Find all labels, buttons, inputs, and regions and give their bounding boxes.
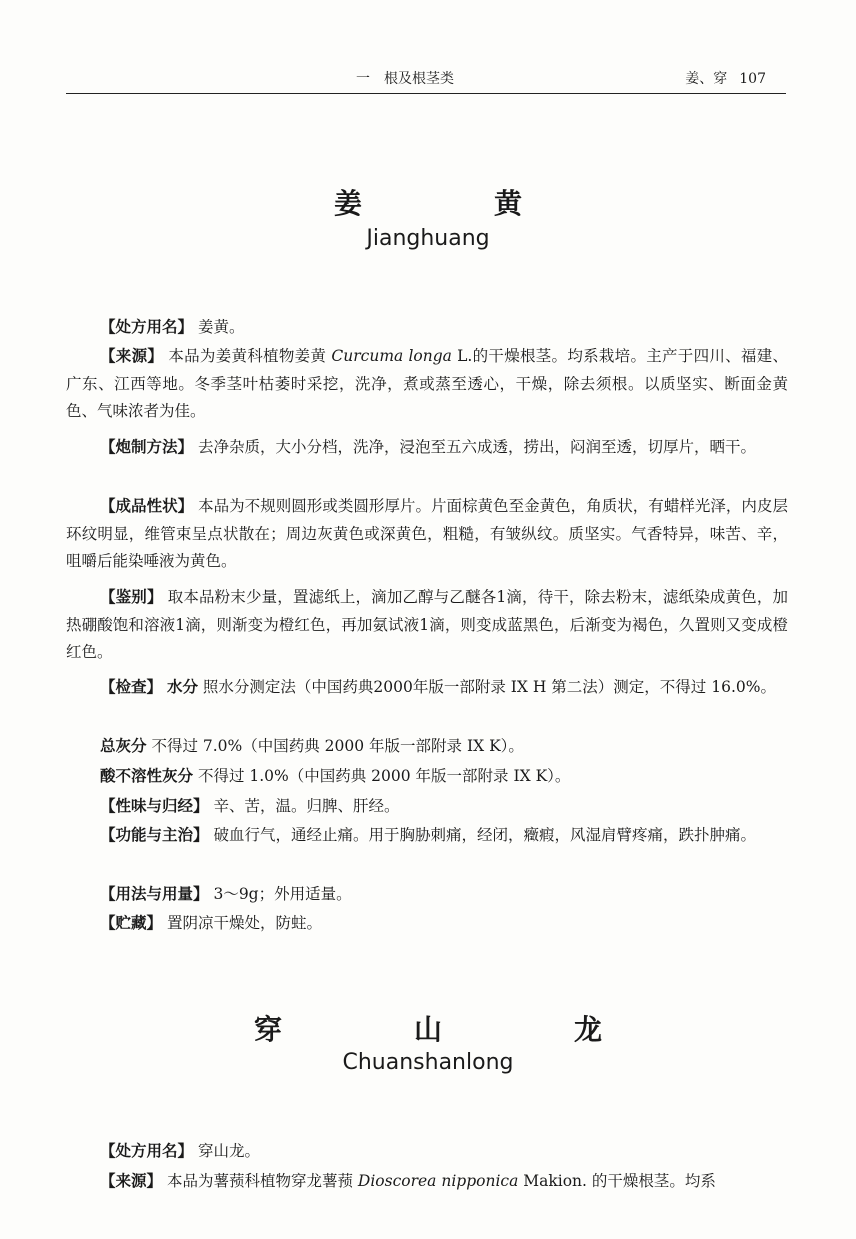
water-text: 照水分测定法（中国药典2000年版一部附录 IX H 第二法）测定，不得过 16.0%。 [202,678,776,696]
prescription-label: 【处方用名】 [100,318,194,336]
entry1-total-ash [66,733,788,761]
entry1-nature [66,793,788,821]
page-number: 107 [739,71,766,87]
header-right [685,68,766,88]
prescription-label: 【处方用名】 [100,1142,194,1160]
acid-ash-text: 不得过 1.0%（中国药典 2000 年版一部附录 IX K）。 [197,767,571,785]
entry1-identification [66,584,788,667]
source-text-1: 本品为薯蓣科植物穿龙薯蓣 [166,1172,353,1190]
water-label: 水分 [166,678,198,696]
header-section-title: 一 根及根茎类 [356,71,454,87]
entry1-usage [66,881,788,909]
entry2-prescription [66,1138,788,1166]
identification-label: 【鉴别】 [100,588,163,606]
total-ash-text: 不得过 7.0%（中国药典 2000 年版一部附录 IX K）。 [151,737,524,755]
entry1-processing [66,434,788,462]
identification-text: 取本品粉末少量，置滤纸上，滴加乙醇与乙醚各1滴，待干，除去粉末，滤纸染成黄色，加热硼酸饱和溶液1滴，则渐变为橙红色，再加氨试液1滴，则变成蓝黑色，后渐变为褐色，久置则又变成橙红色。 [66,588,788,661]
nature-label: 【性味与归经】 [100,797,209,815]
source-latin-name: Dioscorea nipponica [357,1172,519,1190]
usage-label: 【用法与用量】 [100,885,209,903]
entry2-source [66,1168,788,1196]
header-entry-names: 姜、穿 [685,71,728,87]
entry1-prescription [66,314,788,342]
source-text-2: L.的干燥根茎。均系栽培。主产于四川、福建、广东、江西等地。冬季茎叶枯萎时采挖，洗净，煮或蒸至透心，干燥，除去须根。以质坚实、断面金黄色、气味浓者为佳。 [66,347,788,420]
header-rule [66,93,786,94]
inspection-label: 【检查】 [100,678,163,696]
entry1-inspection [66,674,788,702]
entry1-character [66,493,788,576]
processing-text: 去净杂质，大小分档，洗净，浸泡至五六成透，捞出，闷润至透，切厚片，晒干。 [197,438,756,456]
entry1-title: 姜 黄 [333,187,574,220]
source-label: 【来源】 [100,1172,163,1190]
function-label: 【功能与主治】 [100,826,209,844]
prescription-text: 姜黄。 [197,318,245,336]
entry1-acid-insoluble-ash [66,763,788,791]
acid-ash-label: 酸不溶性灰分 [100,767,194,785]
storage-text: 置阴凉干燥处，防蛀。 [166,914,322,932]
source-latin-name: Curcuma longa [331,347,452,365]
source-text-1: 本品为姜黄科植物姜黄 [168,347,327,365]
entry1-source [66,343,788,426]
storage-label: 【贮藏】 [100,914,163,932]
entry2-pinyin: Chuanshanlong [342,1050,514,1075]
character-label: 【成品性状】 [100,497,194,515]
source-text-2: Makion. 的干燥根茎。均系 [523,1172,716,1190]
usage-text: 3～9g；外用适量。 [213,885,352,903]
function-text: 破血行气，通经止痛。用于胸胁刺痛，经闭，癥瘕，风湿肩臂疼痛，跌扑肿痛。 [213,826,756,844]
total-ash-label: 总灰分 [100,737,147,755]
processing-label: 【炮制方法】 [100,438,194,456]
entry1-pinyin: Jianghuang [366,226,490,251]
entry2-title: 穿 山 龙 [253,1013,654,1046]
entry1-storage [66,910,788,938]
running-header [66,66,786,96]
character-text: 本品为不规则圆形或类圆形厚片。片面棕黄色至金黄色，角质状，有蜡样光泽，内皮层环纹明显，维管束呈点状散在；周边灰黄色或深黄色，粗糙，有皱纵纹。质坚实。气香特异，味苦、辛，咀嚼后能染唾液为黄色。 [66,497,788,570]
entry1-function [66,822,788,850]
nature-text: 辛、苦，温。归脾、肝经。 [213,797,400,815]
source-label: 【来源】 [100,347,164,365]
prescription-text: 穿山龙。 [197,1142,260,1160]
